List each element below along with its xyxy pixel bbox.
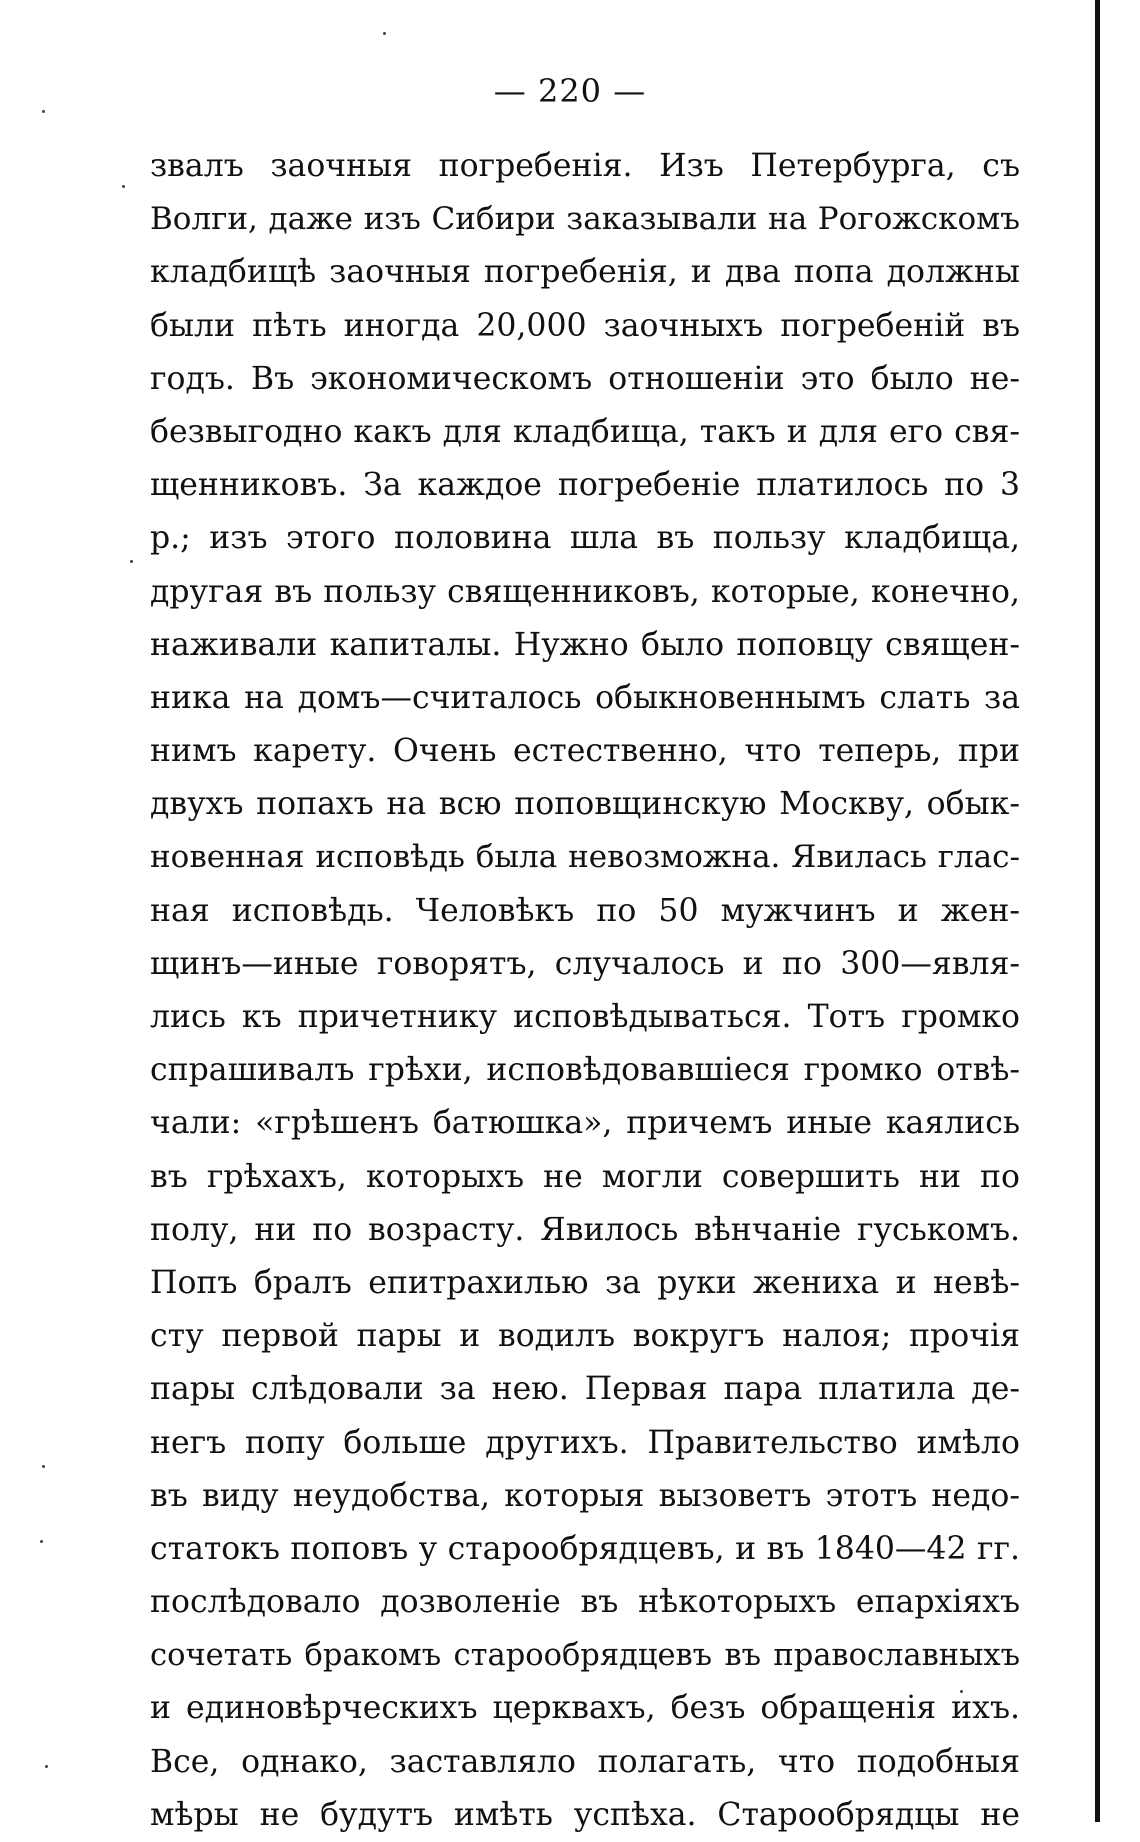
page-number: — 220 — xyxy=(493,72,647,110)
text-line: Попъ бралъ епитрахилью за руки жениха и невѣ- xyxy=(150,1264,1020,1301)
text-line: безвыгодно какъ для кладбища, такъ и для его свя- xyxy=(150,413,1020,450)
text-line: ника на домъ—считалось обыкновеннымъ слать за xyxy=(150,679,1020,716)
body-text xyxy=(150,140,1020,1842)
scan-speck xyxy=(45,1765,48,1768)
text-line: и единовѣрческихъ церквахъ, безъ обращенія ихъ. xyxy=(150,1690,1020,1727)
text-line: наживали капиталы. Нужно было поповцу священ- xyxy=(150,626,1020,663)
text-line: чали: «грѣшенъ батюшка», причемъ иные каялись xyxy=(150,1105,1020,1142)
scan-speck xyxy=(383,32,386,35)
scan-speck xyxy=(42,1465,45,1468)
page-edge-line xyxy=(1095,0,1100,1822)
text-line: другая въ пользу священниковъ, которые, конечно, xyxy=(150,573,1020,610)
text-line: щенниковъ. За каждое погребеніе платилось по 3 xyxy=(150,467,1020,504)
text-line: кладбищѣ заочныя погребенія, и два попа должны xyxy=(150,254,1020,291)
scan-speck xyxy=(40,1540,43,1543)
text-line: звалъ заочныя погребенія. Изъ Петербурга, съ xyxy=(150,148,1020,184)
text-line: спрашивалъ грѣхи, исповѣдовавшіеся громко отвѣ- xyxy=(150,1052,1020,1089)
text-line: были пѣть иногда 20,000 заочныхъ погребеній въ xyxy=(150,307,1020,344)
text-line: негъ попу больше другихъ. Правительство имѣло xyxy=(150,1424,1020,1461)
text-line: лись къ причетнику исповѣдываться. Тотъ громко xyxy=(150,999,1020,1035)
scan-speck xyxy=(130,560,133,563)
text-line: послѣдовало дозволеніе въ нѣкоторыхъ епархіяхъ xyxy=(150,1584,1020,1621)
scan-speck xyxy=(122,185,125,188)
text-line: пары слѣдовали за нею. Первая пара платила де- xyxy=(150,1371,1020,1408)
text-line: р.; изъ этого половина шла въ пользу кладбища, xyxy=(150,520,1020,557)
text-line: сту первой пары и водилъ вокругъ налоя; прочія xyxy=(150,1318,1020,1355)
text-line: Все, однако, заставляло полагать, что подобныя xyxy=(150,1743,1020,1780)
text-line: ная исповѣдь. Человѣкъ по 50 мужчинъ и жен- xyxy=(150,892,1020,929)
text-line: новенная исповѣдь была невозможна. Явилась глас- xyxy=(150,839,1020,876)
text-line: Волги, даже изъ Сибири заказывали на Рогожскомъ xyxy=(150,201,1020,238)
scan-speck xyxy=(42,110,45,113)
text-line: годъ. Въ экономическомъ отношеніи это было не- xyxy=(150,360,1020,397)
text-line: въ виду неудобства, которыя вызоветъ этотъ недо- xyxy=(150,1477,1020,1514)
text-line: нимъ карету. Очень естественно, что теперь, при xyxy=(150,733,1020,770)
text-line: мѣры не будутъ имѣть успѣха. Старообрядцы не xyxy=(150,1796,1020,1833)
text-line: полу, ни по возрасту. Явилось вѣнчаніе гуськомъ. xyxy=(150,1211,1020,1248)
text-line: сочетать бракомъ старообрядцевъ въ православныхъ xyxy=(150,1638,1020,1674)
text-line: щинъ—иные говорятъ, случалось и по 300—явля- xyxy=(150,945,1020,982)
text-line: двухъ попахъ на всю поповщинскую Москву, обык- xyxy=(150,786,1020,823)
text-line: статокъ поповъ у старообрядцевъ, и въ 1840—42 гг. xyxy=(150,1530,1020,1567)
text-line: въ грѣхахъ, которыхъ не могли совершить ни по xyxy=(150,1158,1020,1195)
